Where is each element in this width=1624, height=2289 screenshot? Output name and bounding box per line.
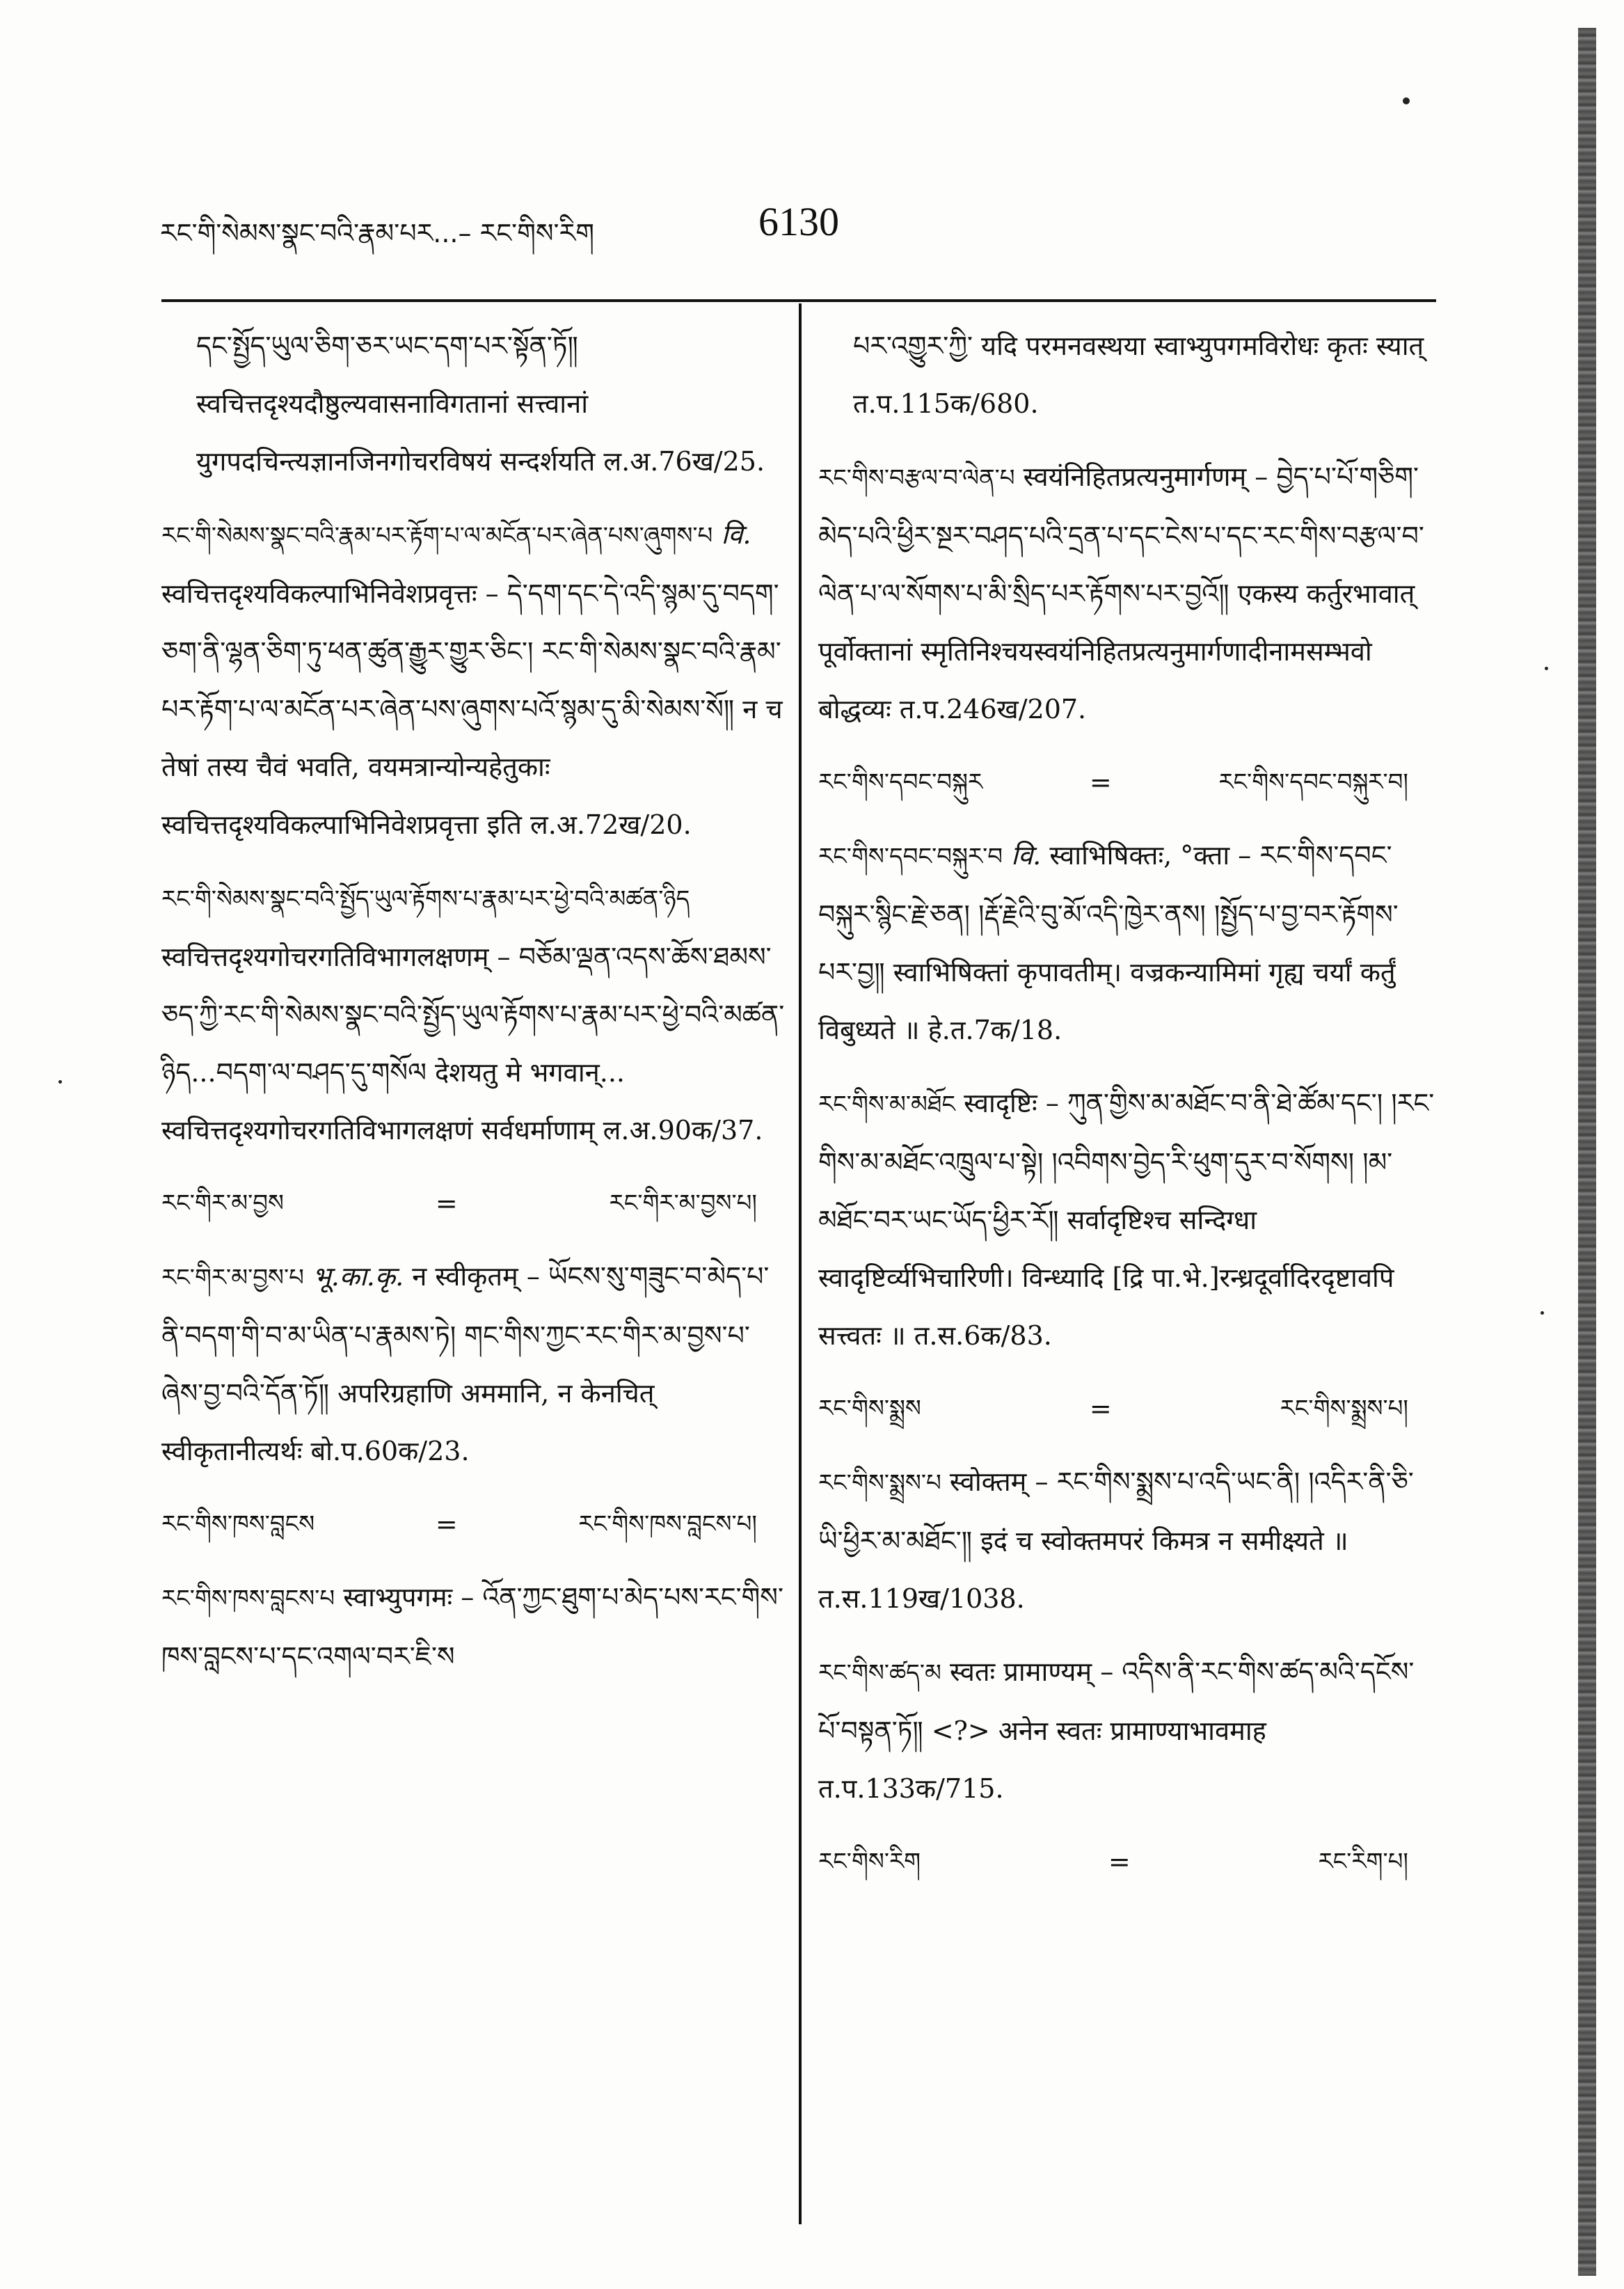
left-column	[161, 317, 785, 1701]
dictionary-entry	[161, 869, 785, 1159]
cross-reference	[161, 1496, 785, 1553]
entry-grammar: भू.का.कृ.	[312, 1261, 404, 1292]
cross-reference	[818, 754, 1436, 811]
running-head: རང་གི་སེམས་སྣང་བའི་རྣམ་པར...– རང་གིས་རིག	[160, 218, 594, 248]
dictionary-entry	[818, 1643, 1436, 1818]
xref-target: རང་གིས་དབང་བསྐུར་བ།	[1218, 768, 1408, 796]
cross-reference	[818, 1833, 1436, 1891]
xref-headword: རང་གིར་མ་བྱས	[161, 1189, 284, 1217]
entry-headword: རང་གིས་སྨྲས་པ	[818, 1469, 941, 1497]
dictionary-entry	[818, 1075, 1436, 1365]
entry-body: स्वयंनिहितप्रत्यनुमार्गणम् – བྱེད་པ་པོ་གཅིག་མེད་པའི་ཕྱིར་སྔར་བཤད་པའི་དྲན་པ་དང་ངེས་པ་དང་རང་གིས་བརྩལ་བ་ལེན་པ་ལ་སོགས་པ་མི་སྲིད་པར་རྟོགས་པར་བྱའོ༎ एकस्य कर्तुरभावात् पूर्वोक्तानां स्मृतिनिश्चयस्वयंनिहितप्रत्यनुमार्गणादीनामसम्भवो बोद्धव्यः त.प.246ख/207.	[818, 461, 1424, 724]
entry-body: स्वाभ्युपगमः – འོན་ཀྱང་ཐུག་པ་མེད་པས་རང་གིས་ཁས་བླངས་པ་དང་འགལ་བར་ཇི་ས	[161, 1582, 783, 1672]
entry-headword: རང་གིས་དབང་བསྐུར་བ	[818, 843, 1003, 871]
dictionary-entry	[161, 1569, 785, 1686]
cross-reference	[818, 1380, 1436, 1438]
xref-target: རང་གིར་མ་བྱས་པ།	[609, 1189, 757, 1217]
xref-target: རང་གིས་ཁས་བླངས་པ།	[578, 1510, 757, 1538]
entry-continuation: དང་སྤྱོད་ཡུལ་ཅིག་ཅར་ཡང་དག་པར་སྟོན་ཏོ༎ स्वचित्तदृश्यदौष्ठुल्यवासनाविगतानां सत्त्वानां युगपदचिन्त्यज्ञानजिनगोचरविषयं सन्दर्शयति ल.अ.76ख/25.	[196, 331, 765, 477]
dictionary-entry	[818, 827, 1436, 1059]
dictionary-entry	[818, 448, 1436, 738]
entry-body: स्वाभिषिक्तः, °क्ता – རང་གིས་དབང་བསྐུར་སྙིང་རྗེ་ཅན། །རྡོ་རྗེའི་བུ་མོ་འདི་ཁྱེར་ནས། །སྤྱོད་པ་བྱ་བར་རྟོགས་པར་བྱ༎ स्वाभिषिक्तां कृपावतीम्। वज्रकन्यामिमां गृह्य चर्यां कर्तुं विबुध्यते ॥ हे.त.7क/18.	[818, 840, 1399, 1045]
xref-equals: =	[1089, 1393, 1112, 1424]
entry-body: स्वोक्तम् – རང་གིས་སྨྲས་པ་འདི་ཡང་ནི། །འདིར་ནི་ཅི་ཡི་ཕྱིར་མ་མཐོང་༎ इदं च स्वोक्तमपरं किमत्र न समीक्ष्यते ॥ त.स.119ख/1038.	[818, 1466, 1414, 1614]
entry-continuation: པར་འགྱུར་ཀྱི་ यदि परमनवस्थया स्वाभ्युपगमविरोधः कृतः स्यात् त.प.115क/680.	[853, 331, 1424, 419]
scan-speck	[1403, 97, 1410, 104]
xref-headword: རང་གིས་དབང་བསྐུར	[818, 768, 983, 796]
cross-reference	[161, 1175, 785, 1233]
column-divider	[799, 303, 802, 2224]
entry-headword: རང་གིས་ཚད་མ	[818, 1659, 941, 1687]
page-header	[160, 198, 1433, 254]
entry-headword: རང་གི་སེམས་སྣང་བའི་རྣམ་པར་རྟོག་པ་ལ་མངོན་པར་ཞེན་པས་ཞུགས་པ	[161, 522, 713, 550]
scan-speck	[1545, 667, 1548, 670]
dictionary-entry	[161, 506, 785, 854]
dictionary-entry	[161, 317, 785, 491]
header-rule	[161, 299, 1436, 302]
dictionary-entry	[818, 1453, 1436, 1628]
entry-headword: རང་གིས་མ་མཐོང	[818, 1091, 955, 1118]
xref-headword: རང་གིས་སྨྲས	[818, 1395, 921, 1423]
entry-headword: རང་གིར་མ་བྱས་པ	[161, 1264, 304, 1292]
right-column	[818, 317, 1436, 1906]
entry-grammar: वि.	[1011, 840, 1042, 871]
xref-headword: རང་གིས་ཁས་བླངས	[161, 1510, 315, 1538]
xref-equals: =	[1089, 767, 1112, 798]
entry-body: स्वचित्तदृश्यगोचरगतिविभागलक्षणम् – བཅོམ་ལྡན་འདས་ཆོས་ཐམས་ཅད་ཀྱི་རང་གི་སེམས་སྣང་བའི་སྤྱོད་ཡུལ་རྟོགས་པ་རྣམ་པར་ཕྱེ་བའི་མཚན་ཉིད...བདག་ལ་བཤད་དུ་གསོལ देशयतु मे भगवान्... स्वचित्तदृश्यगोचरगतिविभागलक्षणं सर्वधर्माणाम् ल.अ.90क/37.	[161, 942, 785, 1146]
xref-target: རང་གིས་སྨྲས་པ།	[1280, 1395, 1408, 1423]
xref-headword: རང་གིས་རིག	[818, 1848, 921, 1876]
entry-body: न स्वीकृतम् – ཡོངས་སུ་གཟུང་བ་མེད་པ་ནི་བདག་གི་བ་མ་ཡིན་པ་རྣམས་ཏེ། གང་གིས་ཀྱང་རང་གིར་མ་བྱས་པ་ཞེས་བྱ་བའི་དོན་ཏོ༎ अपरिग्रहाणि अममानि, न केनचित् स्वीकृतानीत्यर्थः बो.प.60क/23.	[161, 1261, 770, 1466]
page-number: 6130	[758, 199, 839, 244]
scan-speck	[58, 1080, 62, 1084]
scan-speck	[1541, 1311, 1544, 1315]
xref-target: རང་རིག་པ།	[1318, 1848, 1408, 1876]
entry-body: स्वतः प्रामाण्यम् – འདིས་ནི་རང་གིས་ཚད་མའི་དངོས་པོ་བསྟན་ཏོ༎ <?> अनेन स्वतः प्रामाण्याभावमाह त.प.133क/715.	[818, 1656, 1415, 1804]
dictionary-entry	[161, 1248, 785, 1480]
entry-grammar: वि.	[721, 519, 751, 550]
entry-headword: རང་གིས་བརྩལ་བ་ལེན་པ	[818, 464, 1015, 492]
entry-headword: རང་གིས་ཁས་བླངས་པ	[161, 1585, 335, 1613]
xref-equals: =	[435, 1509, 458, 1539]
entry-body: स्वचित्तदृश्यविकल्पाभिनिवेशप्रवृत्तः – དེ་དག་དང་དེ་འདི་སྙམ་དུ་བདག་ཅག་ནི་ལྷན་ཅིག་ཏུ་ཕན་ཚུན་རྒྱུར་གྱུར་ཅིང་། རང་གི་སེམས་སྣང་བའི་རྣམ་པར་རྟོག་པ་ལ་མངོན་པར་ཞེན་པས་ཞུགས་པའོ་སྙམ་དུ་མི་སེམས་སོ༎ न च तेषां तस्य चैवं भवति, वयमत्रान्योन्यहेतुकाः स्वचित्तदृश्यविकल्पाभिनिवेशप्रवृत्ता इति ल.अ.72ख/20.	[161, 578, 783, 840]
xref-equals: =	[1108, 1846, 1131, 1877]
dictionary-entry	[818, 317, 1436, 433]
xref-equals: =	[435, 1188, 458, 1219]
scan-edge-shadow	[1578, 28, 1596, 2276]
entry-headword: རང་གི་སེམས་སྣང་བའི་སྤྱོད་ཡུལ་རྟོགས་པ་རྣམ་པར་ཕྱེ་བའི་མཚན་ཉིད	[161, 885, 690, 913]
entry-body: स्वादृष्टिः – ཀུན་གྱིས་མ་མཐོང་བ་ནི་ཐེ་ཚོམ་དང་། །རང་གིས་མ་མཐོང་འཁྲུལ་པ་སྟེ། །འབིགས་བྱེད་རི་ཕུག་དུར་བ་སོགས། །མ་མཐོང་བར་ཡང་ཡོད་ཕྱིར་རོ༎ सर्वादृष्टिश्च सन्दिग्धा स्वादृष्टिर्व्यभिचारिणी। विन्ध्यादि [द्रि पा.भे.]रन्ध्रदूर्वादिरदृष्टावपि सत्त्वतः ॥ त.स.6क/83.	[818, 1088, 1435, 1351]
